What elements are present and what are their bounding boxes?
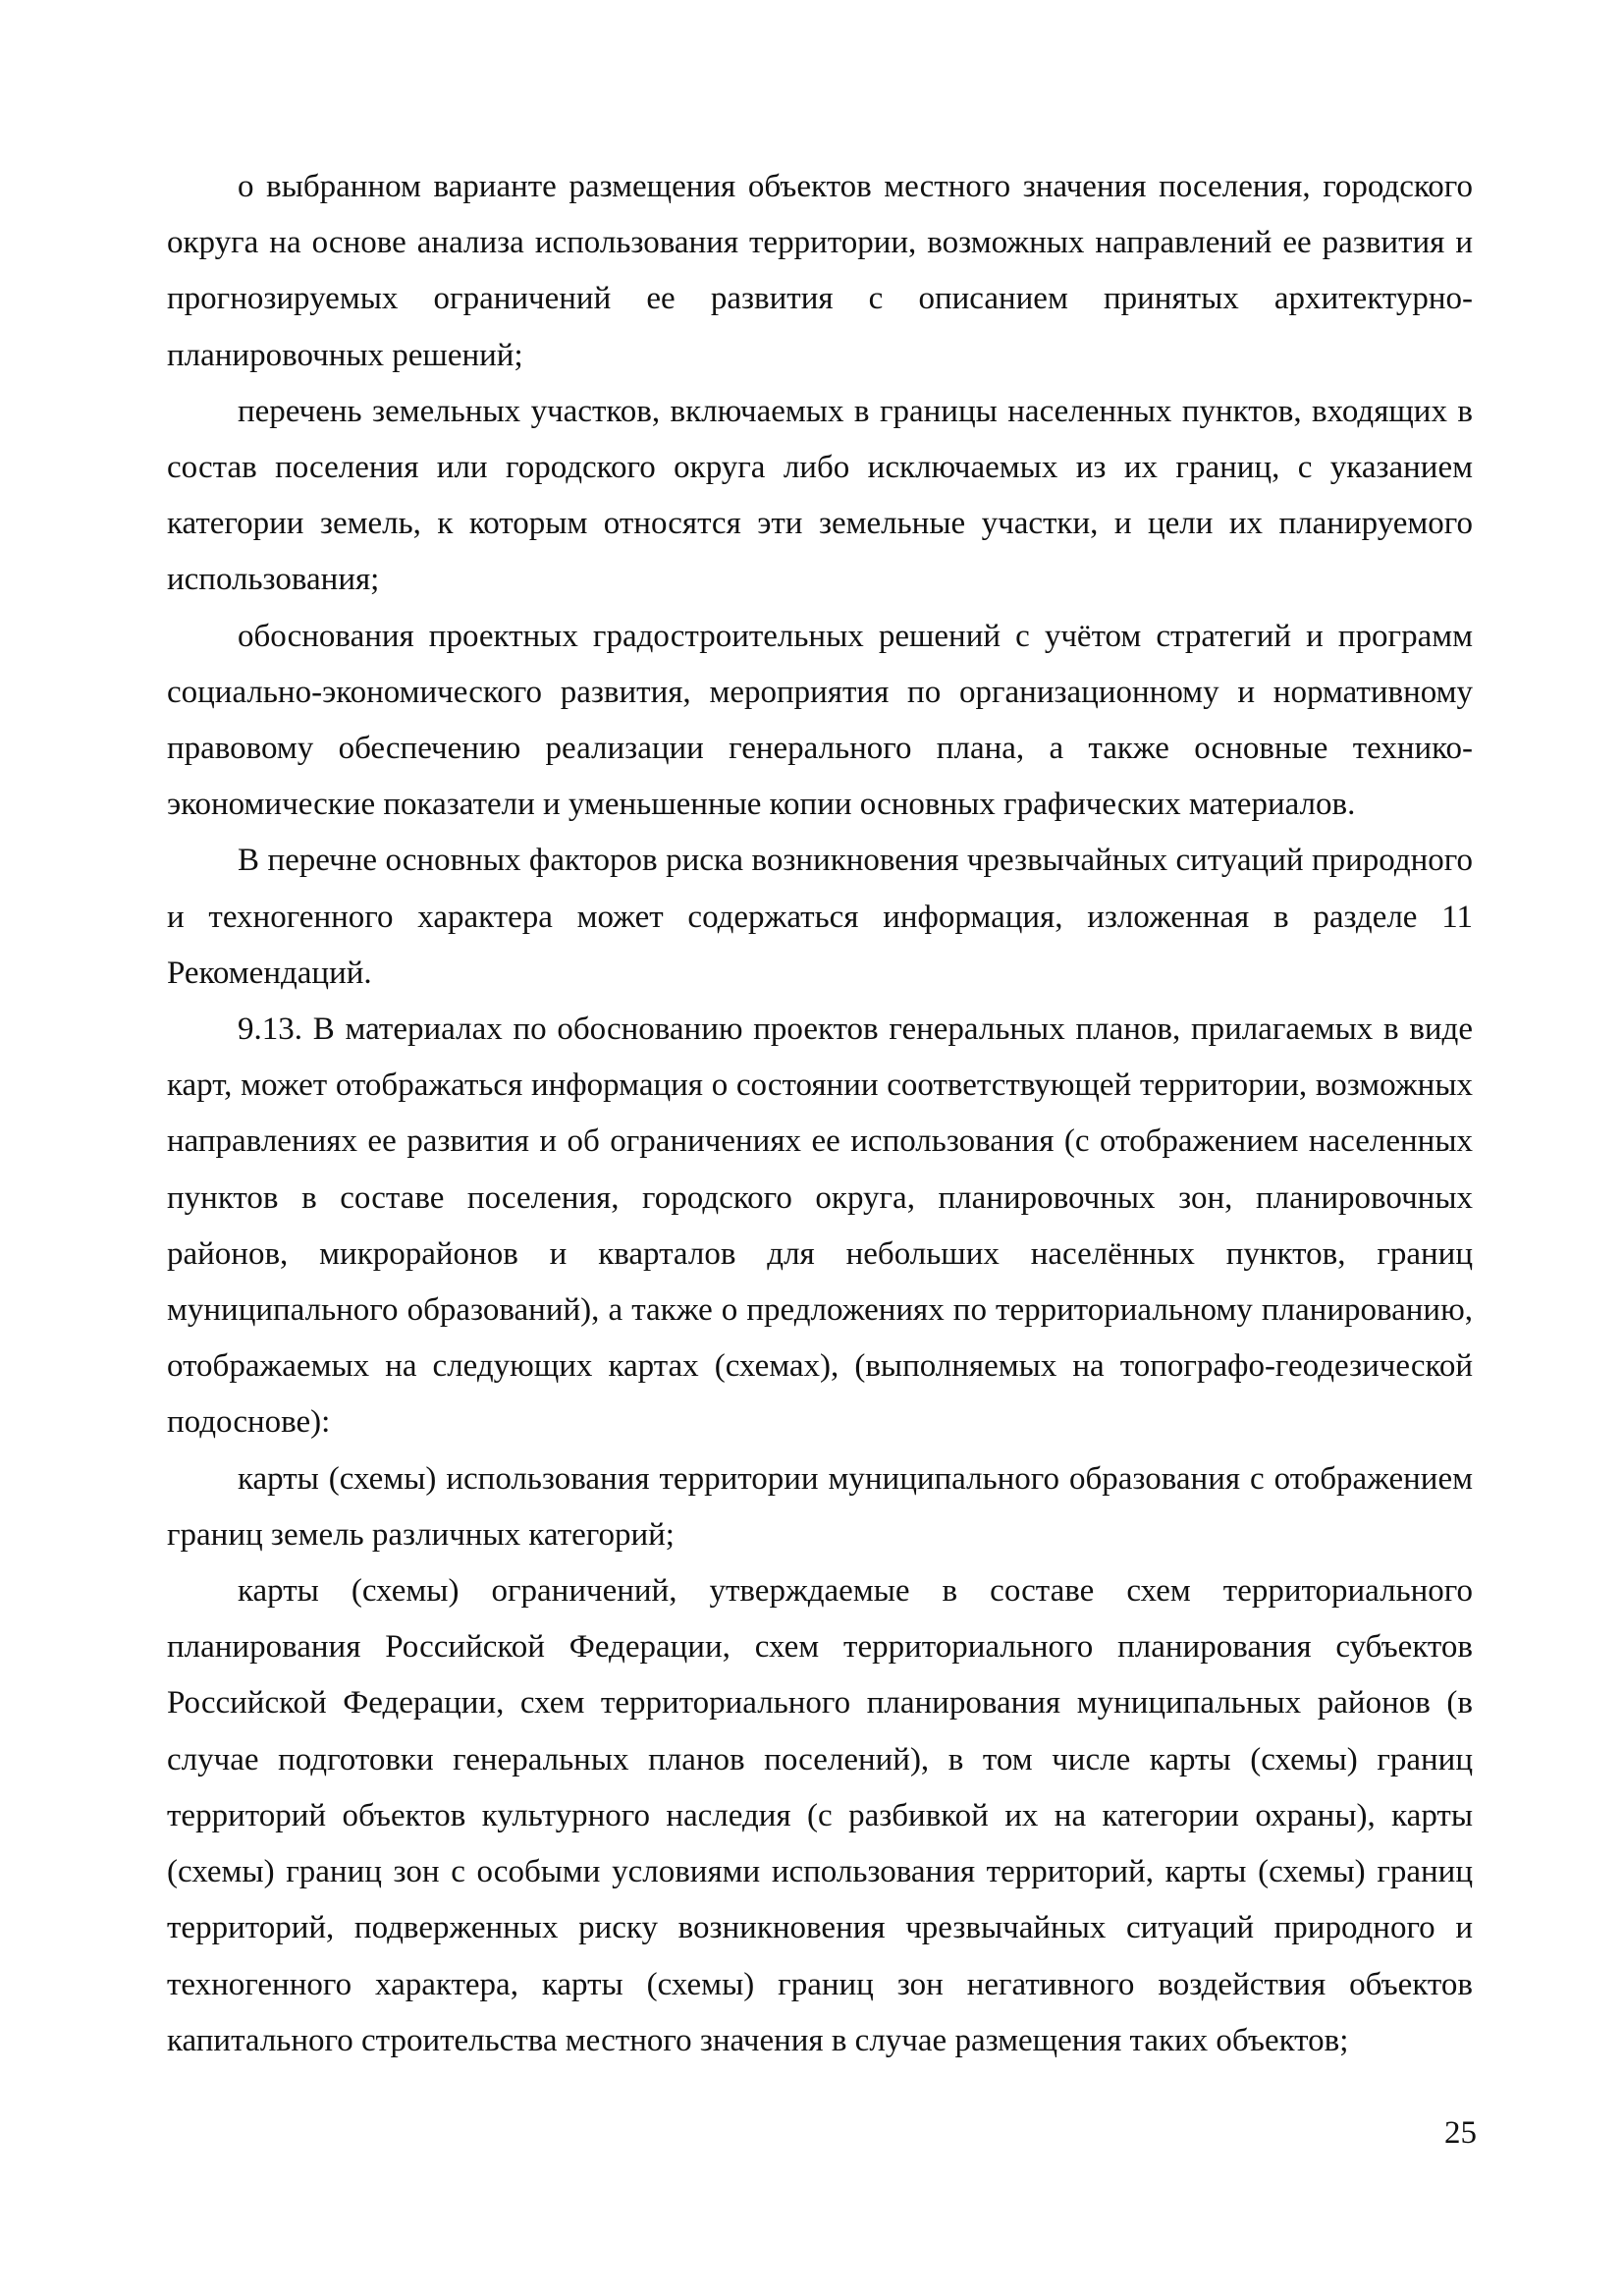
paragraph-land-use-maps: карты (схемы) использования территории муниципального образования с отображением границ земель различных категорий; xyxy=(167,1460,1473,1553)
page-number: 25 xyxy=(1444,2115,1477,2151)
paragraph-risk-factors: В перечне основных факторов риска возникновения чрезвычайных ситуаций природного и техногенного характера может содержаться информация, изложенная в разделе 11 Рекомендаций. xyxy=(167,843,1473,991)
body-text xyxy=(167,159,1473,2069)
paragraph-section-9-13: 9.13. В материалах по обоснованию проектов генеральных планов, прилагаемых в виде карт, может отображаться информация о состоянии соответствующей территории, возможных направлениях ее развития и об ограничениях ее использования (с отображением населенных пунктов в составе поселения, городского округа, планировочных зон, планировочных районов, микрорайонов и кварталов для небольших населённых пунктов, границ муниципального образований), а также о предложениях по территориальному планированию, отображаемых на следующих картах (схемах), (выполняемых на топографо-геодезической подоснове): xyxy=(167,1011,1473,1441)
paragraph-restriction-maps: карты (схемы) ограничений, утверждаемые в составе схем территориального планирования Российской Федерации, схем территориального планирования субъектов Российской Федерации, схем территориального планирования муниципальных районов (в случае подготовки генеральных планов поселений), в том числе карты (схемы) границ территорий объектов культурного наследия (с разбивкой их на категории охраны), карты (схемы) границ зон с особыми условиями использования территорий, карты (схемы) границ территорий, подверженных риску возникновения чрезвычайных ситуаций природного и техногенного характера, карты (схемы) границ зон негативного воздействия объектов капитального строительства местного значения в случае размещения таких объектов; xyxy=(167,1573,1473,2058)
paragraph-design-justification: обоснования проектных градостроительных решений с учётом стратегий и программ социально-экономического развития, мероприятия по организационному и нормативному правовому обеспечению реализации генерального плана, а также основные технико-экономические показатели и уменьшенные копии основных графических материалов. xyxy=(167,618,1473,823)
paragraph-placement-variant: о выбранном варианте размещения объектов местного значения поселения, городского округа на основе анализа использования территории, возможных направлений ее развития и прогнозируемых ограничений ее развития с описанием принятых архитектурно-планировочных решений; xyxy=(167,169,1473,373)
paragraph-land-plots-list: перечень земельных участков, включаемых в границы населенных пунктов, входящих в состав поселения или городского округа либо исключаемых из их границ, с указанием категории земель, к которым относятся эти земельные участки, и цели их планируемого использования; xyxy=(167,393,1473,598)
